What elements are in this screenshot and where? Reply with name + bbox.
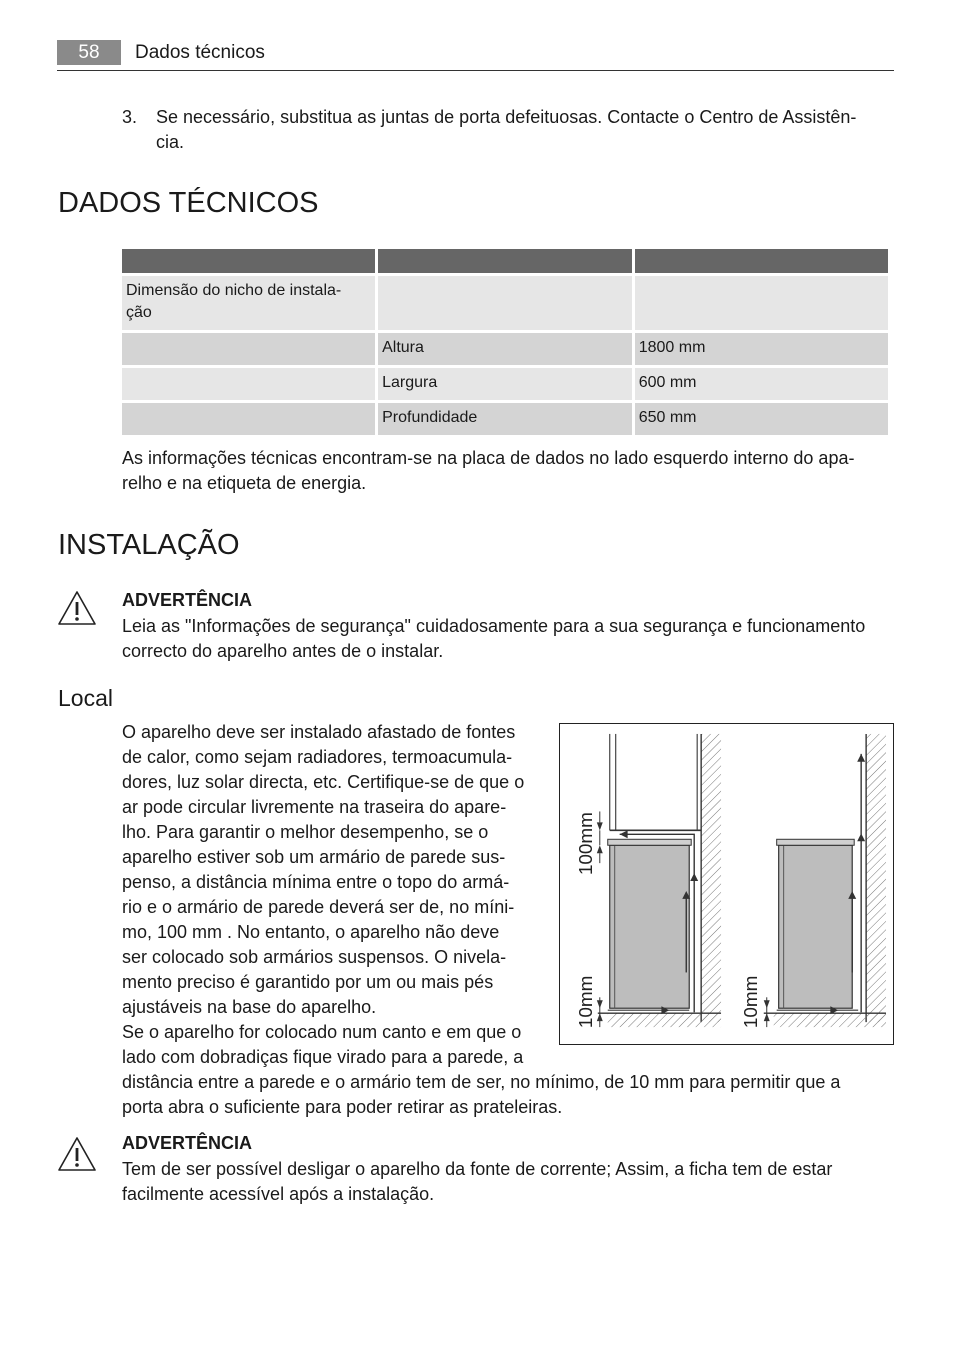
table-cell <box>122 368 375 400</box>
installation-clearance-diagram <box>559 723 894 1045</box>
warning-title: ADVERTÊNCIA <box>122 590 253 610</box>
table-cell: Largura <box>378 368 632 400</box>
local-paragraph-continued: distância entre a parede e o armário tem de ser, no mínimo, de 10 mm para permitir que a porta abra o suficiente para poder retirar as prateleiras. <box>122 1072 841 1117</box>
figure-label-100mm: 100mm <box>575 812 597 876</box>
table-row <box>122 333 888 365</box>
step-text: Se necessário, substitua as juntas de porta defeituosas. Contacte o Centro de Assistên- cia. <box>156 107 857 152</box>
section-heading-instalacao: INSTALAÇÃO <box>58 529 240 561</box>
table-cell: Profundidade <box>378 403 632 435</box>
local-paragraph: O aparelho deve ser instalado afastado de fontes de calor, como sejam radiadores, termoacumula- dores, luz solar directa, etc. Certifique-se de que o ar pode circular livremente na traseira do apare- lho. Para garantir o melhor desempenho, se o aparelho estiver sob um armário de parede sus- penso, a distância mínima entre o topo do armá- rio e o armário de parede deverá ser de, no míni- mo, 100 mm . No entanto, o aparelho não deve ser colocado sob armários suspensos. O nivela- mento preciso é garantido por um ou mais pés ajustáveis na base do aparelho. Se o aparelho for colocado num canto e em que o lado com dobradiças fique virado para a parede, a <box>122 722 525 1067</box>
table-header-cell <box>635 249 888 273</box>
step-number: 3. <box>122 107 138 127</box>
warning-triangle-icon <box>57 1136 97 1172</box>
table-cell: Altura <box>378 333 632 365</box>
warning-text: Leia as "Informações de segurança" cuidadosamente para a sua segurança e funcionamento correcto do aparelho antes de o instalar. <box>122 616 866 661</box>
warning-triangle-icon <box>57 590 97 626</box>
table-row <box>122 403 888 435</box>
table-cell <box>122 403 375 435</box>
warning-text: Tem de ser possível desligar o aparelho da fonte de corrente; Assim, a ficha tem de estar facilmente acessível após a instalação. <box>122 1159 833 1204</box>
section-heading-dados-tecnicos: DADOS TÉCNICOS <box>58 187 319 219</box>
table-cell <box>635 276 888 330</box>
table-row <box>122 368 888 400</box>
figure-label-10mm-right: 10mm <box>740 975 762 1029</box>
table-cell: Dimensão do nicho de instala- ção <box>122 276 375 330</box>
figure-label-10mm-left: 10mm <box>575 975 597 1029</box>
table-cell <box>378 276 632 330</box>
subsection-heading-local: Local <box>58 685 113 711</box>
warning-title: ADVERTÊNCIA <box>122 1133 253 1153</box>
table-header-cell <box>378 249 632 273</box>
table-header-row <box>122 249 888 273</box>
table-header-cell <box>122 249 375 273</box>
table-cell: 1800 mm <box>635 333 888 365</box>
page-number: 58 <box>57 40 121 65</box>
table-row <box>122 276 888 330</box>
table-cell <box>122 333 375 365</box>
spec-table <box>119 246 891 438</box>
info-paragraph: As informações técnicas encontram-se na placa de dados no lado esquerdo interno do apa- relho e na etiqueta de energia. <box>122 448 855 493</box>
table-cell: 600 mm <box>635 368 888 400</box>
table-cell: 650 mm <box>635 403 888 435</box>
header-rule <box>57 70 894 71</box>
running-header: Dados técnicos <box>135 42 265 63</box>
